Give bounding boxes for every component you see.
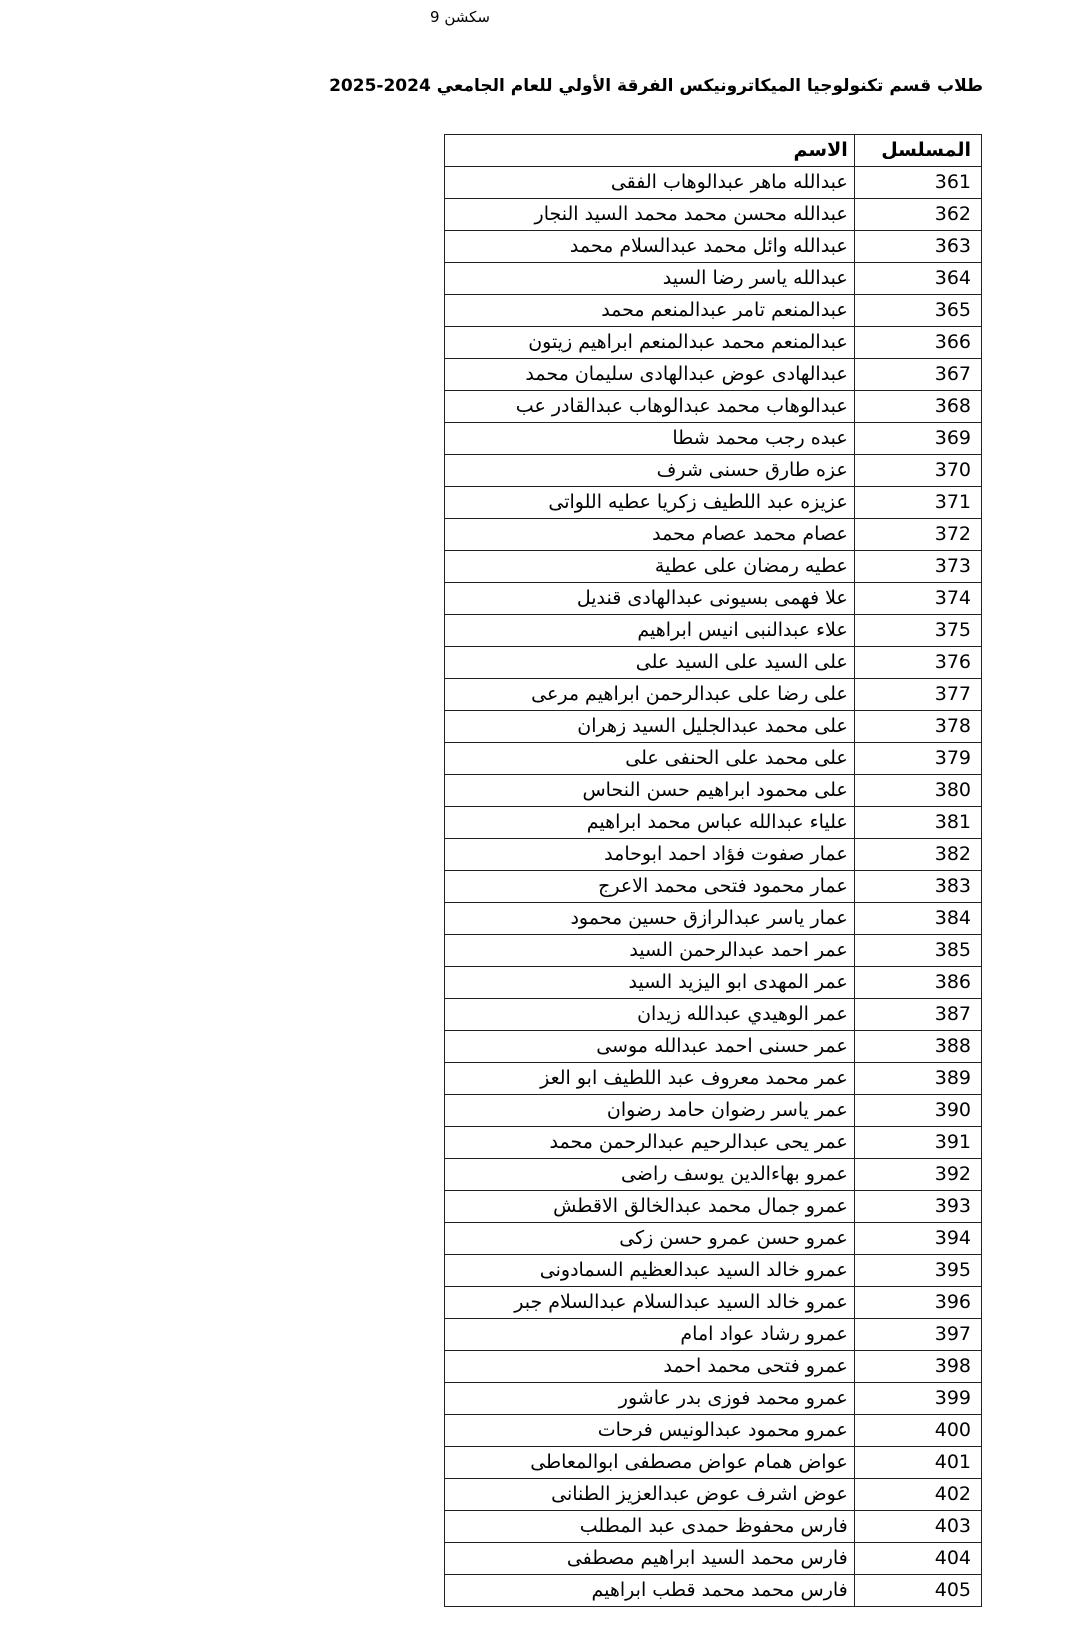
table-row (445, 455, 982, 487)
student-name-cell: عطيه رمضان على عطية (445, 551, 855, 583)
table-row (445, 1031, 982, 1063)
serial-number-cell: 383 (854, 871, 981, 903)
table-row (445, 615, 982, 647)
table-row (445, 1223, 982, 1255)
serial-number-cell: 386 (854, 967, 981, 999)
serial-number-cell: 397 (854, 1319, 981, 1351)
table-row (445, 1159, 982, 1191)
table-row (445, 1543, 982, 1575)
serial-number-cell: 382 (854, 839, 981, 871)
serial-number-cell: 377 (854, 679, 981, 711)
student-name-cell: فارس محفوظ حمدى عبد المطلب (445, 1511, 855, 1543)
table-row (445, 487, 982, 519)
student-name-cell: عبدالله محسن محمد محمد السيد النجار (445, 199, 855, 231)
student-name-cell: عمر احمد عبدالرحمن السيد (445, 935, 855, 967)
column-header-serial: المسلسل (854, 135, 981, 167)
serial-number-cell: 384 (854, 903, 981, 935)
serial-number-cell: 372 (854, 519, 981, 551)
student-name-cell: علياء عبدالله عباس محمد ابراهيم (445, 807, 855, 839)
table-row (445, 167, 982, 199)
table-row (445, 1383, 982, 1415)
students-table (444, 134, 982, 1607)
page-title: طلاب قسم تكنولوجيا الميكاترونيكس الفرقة الأولي للعام الجامعي 2024-2025 (329, 76, 983, 96)
table-row (445, 199, 982, 231)
table-row (445, 359, 982, 391)
table-row (445, 647, 982, 679)
serial-number-cell: 379 (854, 743, 981, 775)
serial-number-cell: 369 (854, 423, 981, 455)
serial-number-cell: 366 (854, 327, 981, 359)
table-row (445, 391, 982, 423)
serial-number-cell: 404 (854, 1543, 981, 1575)
serial-number-cell: 395 (854, 1255, 981, 1287)
table-row (445, 807, 982, 839)
serial-number-cell: 361 (854, 167, 981, 199)
table-row (445, 1479, 982, 1511)
student-name-cell: عمار ياسر عبدالرازق حسين محمود (445, 903, 855, 935)
table-row (445, 423, 982, 455)
student-name-cell: فارس محمد محمد قطب ابراهيم (445, 1575, 855, 1607)
student-name-cell: على محمود ابراهيم حسن النحاس (445, 775, 855, 807)
serial-number-cell: 378 (854, 711, 981, 743)
student-name-cell: عبدالله وائل محمد عبدالسلام محمد (445, 231, 855, 263)
serial-number-cell: 400 (854, 1415, 981, 1447)
student-name-cell: عبده رجب محمد شطا (445, 423, 855, 455)
student-name-cell: عمر حسنى احمد عبدالله موسى (445, 1031, 855, 1063)
student-name-cell: عبدالوهاب محمد عبدالوهاب عبدالقادر عب (445, 391, 855, 423)
student-name-cell: عبدالمنعم محمد عبدالمنعم ابراهيم زيتون (445, 327, 855, 359)
student-name-cell: عمرو خالد السيد عبدالسلام عبدالسلام جبر (445, 1287, 855, 1319)
table-row (445, 519, 982, 551)
table-row (445, 231, 982, 263)
serial-number-cell: 371 (854, 487, 981, 519)
serial-number-cell: 401 (854, 1447, 981, 1479)
student-name-cell: عمر يحى عبدالرحيم عبدالرحمن محمد (445, 1127, 855, 1159)
table-row (445, 903, 982, 935)
student-name-cell: عمار محمود فتحى محمد الاعرج (445, 871, 855, 903)
student-name-cell: عمرو حسن عمرو حسن زكى (445, 1223, 855, 1255)
serial-number-cell: 367 (854, 359, 981, 391)
serial-number-cell: 402 (854, 1479, 981, 1511)
serial-number-cell: 368 (854, 391, 981, 423)
table-row (445, 999, 982, 1031)
table-row (445, 551, 982, 583)
table-row (445, 679, 982, 711)
serial-number-cell: 391 (854, 1127, 981, 1159)
table-row (445, 1415, 982, 1447)
table-row (445, 327, 982, 359)
column-header-name: الاسم (445, 135, 855, 167)
student-name-cell: على محمد على الحنفى على (445, 743, 855, 775)
serial-number-cell: 373 (854, 551, 981, 583)
serial-number-cell: 364 (854, 263, 981, 295)
table-row (445, 775, 982, 807)
student-name-cell: عمر المهدى ابو اليزيد السيد (445, 967, 855, 999)
serial-number-cell: 392 (854, 1159, 981, 1191)
serial-number-cell: 390 (854, 1095, 981, 1127)
table-row (445, 1191, 982, 1223)
student-name-cell: على السيد على السيد على (445, 647, 855, 679)
student-name-cell: عمر محمد معروف عبد اللطيف ابو العز (445, 1063, 855, 1095)
student-name-cell: عمر الوهيدي عبدالله زيدان (445, 999, 855, 1031)
table-row (445, 1351, 982, 1383)
serial-number-cell: 399 (854, 1383, 981, 1415)
student-name-cell: عصام محمد عصام محمد (445, 519, 855, 551)
student-name-cell: عبدالله ماهر عبدالوهاب الفقى (445, 167, 855, 199)
student-name-cell: عمرو رشاد عواد امام (445, 1319, 855, 1351)
serial-number-cell: 389 (854, 1063, 981, 1095)
table-row (445, 263, 982, 295)
serial-number-cell: 362 (854, 199, 981, 231)
student-name-cell: عمر ياسر رضوان حامد رضوان (445, 1095, 855, 1127)
table-body (445, 167, 982, 1607)
serial-number-cell: 380 (854, 775, 981, 807)
table-header-row (445, 135, 982, 167)
student-name-cell: علاء عبدالنبى انيس ابراهيم (445, 615, 855, 647)
table-row (445, 1063, 982, 1095)
table-row (445, 295, 982, 327)
student-name-cell: عبدالمنعم تامر عبدالمنعم محمد (445, 295, 855, 327)
table-row (445, 1095, 982, 1127)
student-name-cell: عمار صفوت فؤاد احمد ابوحامد (445, 839, 855, 871)
student-name-cell: عزه طارق حسنى شرف (445, 455, 855, 487)
table-row (445, 711, 982, 743)
section-label: سكشن 9 (430, 8, 490, 26)
table-row (445, 1575, 982, 1607)
student-name-cell: عواض همام عواض مصطفى ابوالمعاطى (445, 1447, 855, 1479)
serial-number-cell: 363 (854, 231, 981, 263)
student-name-cell: عزيزه عبد اللطيف زكريا عطيه اللواتى (445, 487, 855, 519)
table-row (445, 1287, 982, 1319)
table-row (445, 967, 982, 999)
student-name-cell: على محمد عبدالجليل السيد زهران (445, 711, 855, 743)
serial-number-cell: 381 (854, 807, 981, 839)
student-name-cell: عبدالله ياسر رضا السيد (445, 263, 855, 295)
table-row (445, 935, 982, 967)
student-name-cell: عمرو جمال محمد عبدالخالق الاقطش (445, 1191, 855, 1223)
serial-number-cell: 394 (854, 1223, 981, 1255)
student-name-cell: عمرو خالد السيد عبدالعظيم السمادونى (445, 1255, 855, 1287)
table-row (445, 1127, 982, 1159)
student-name-cell: عمرو بهاءالدين يوسف راضى (445, 1159, 855, 1191)
serial-number-cell: 393 (854, 1191, 981, 1223)
table-row (445, 1447, 982, 1479)
student-name-cell: عوض اشرف عوض عبدالعزيز الطنانى (445, 1479, 855, 1511)
table-row (445, 1511, 982, 1543)
serial-number-cell: 370 (854, 455, 981, 487)
student-name-cell: عبدالهادى عوض عبدالهادى سليمان محمد (445, 359, 855, 391)
table-row (445, 1255, 982, 1287)
table-row (445, 1319, 982, 1351)
student-name-cell: على رضا على عبدالرحمن ابراهيم مرعى (445, 679, 855, 711)
table-row (445, 839, 982, 871)
serial-number-cell: 374 (854, 583, 981, 615)
student-name-cell: فارس محمد السيد ابراهيم مصطفى (445, 1543, 855, 1575)
serial-number-cell: 398 (854, 1351, 981, 1383)
serial-number-cell: 388 (854, 1031, 981, 1063)
student-name-cell: عمرو محمود عبدالونيس فرحات (445, 1415, 855, 1447)
table-row (445, 871, 982, 903)
student-name-cell: علا فهمى بسيونى عبدالهادى قنديل (445, 583, 855, 615)
serial-number-cell: 387 (854, 999, 981, 1031)
serial-number-cell: 405 (854, 1575, 981, 1607)
table-row (445, 743, 982, 775)
student-name-cell: عمرو فتحى محمد احمد (445, 1351, 855, 1383)
student-name-cell: عمرو محمد فوزى بدر عاشور (445, 1383, 855, 1415)
serial-number-cell: 375 (854, 615, 981, 647)
serial-number-cell: 403 (854, 1511, 981, 1543)
serial-number-cell: 376 (854, 647, 981, 679)
serial-number-cell: 365 (854, 295, 981, 327)
serial-number-cell: 396 (854, 1287, 981, 1319)
table-row (445, 583, 982, 615)
serial-number-cell: 385 (854, 935, 981, 967)
